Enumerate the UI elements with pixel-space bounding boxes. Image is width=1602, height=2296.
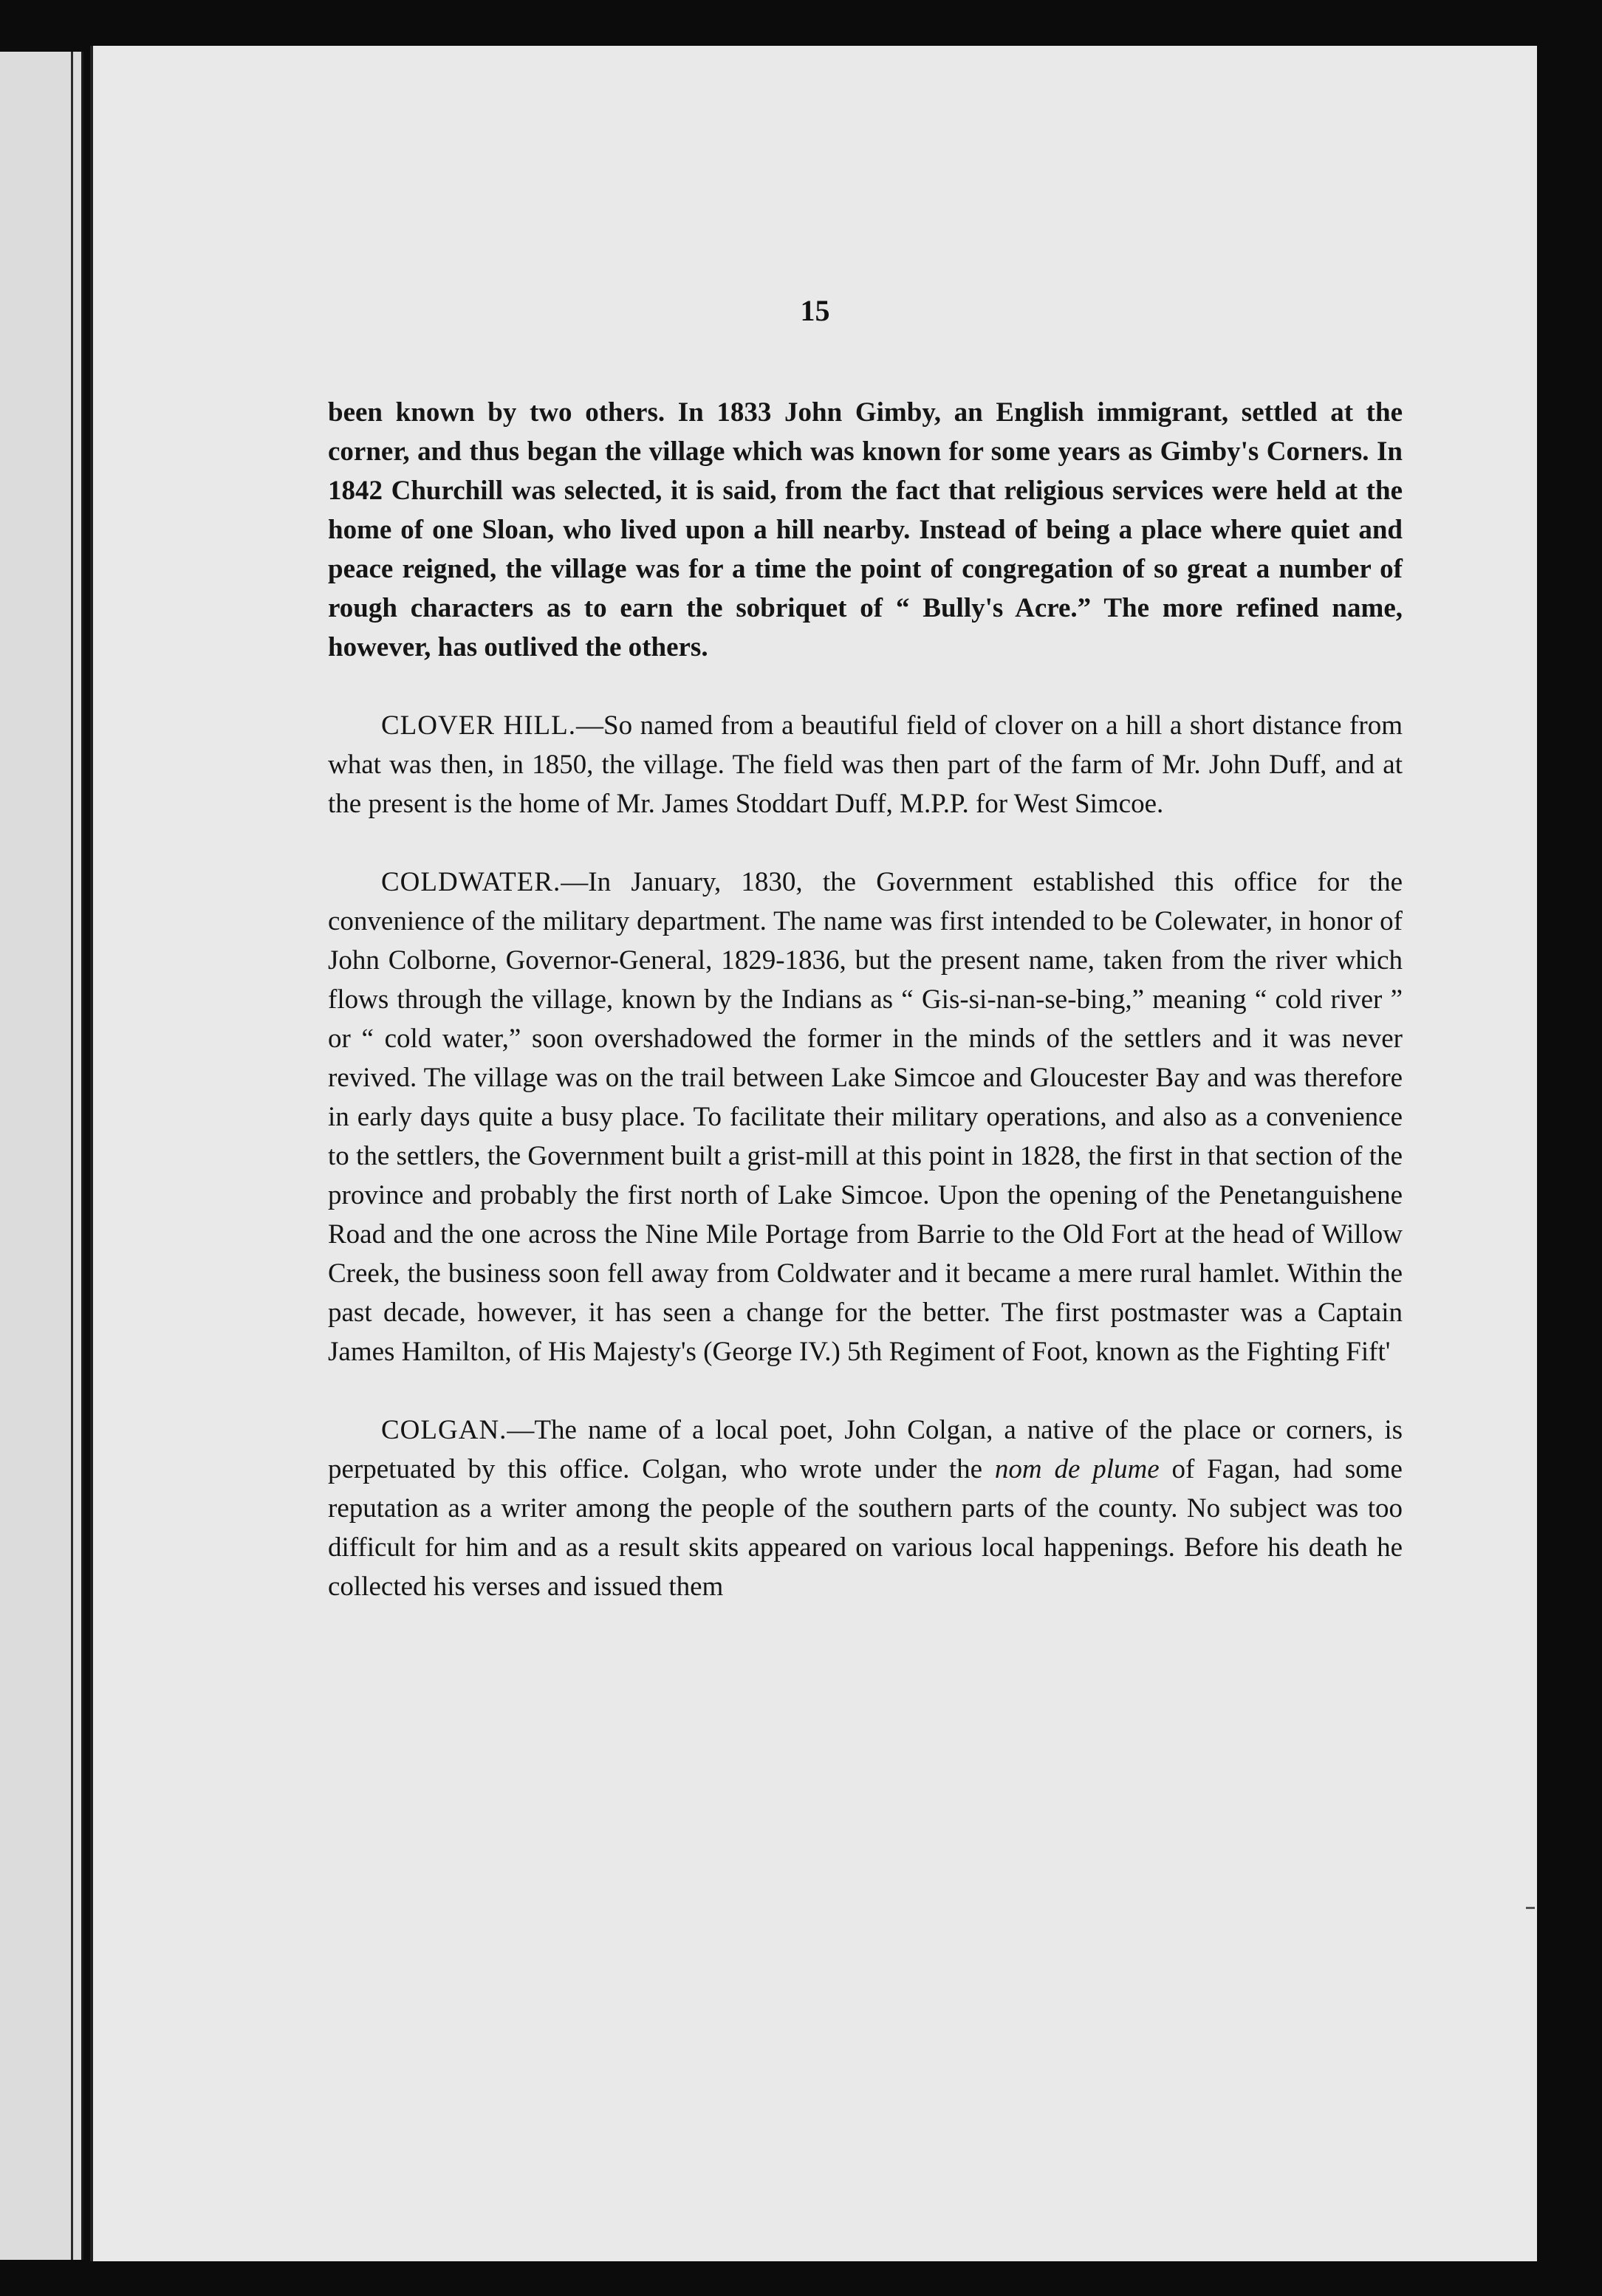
paragraph-text: —In January, 1830, the Government established this office for the convenience of the military department. The name was first intended to be Colewater, in honor of John Colborne, Governor-General, 1829-1836, but the present name, taken from the river which flows through the village, known by the Indians as “ Gis-si-nan-se-bing,” meaning “ cold river ” or “ cold water,” soon overshadowed the former in the minds of the settlers and it was never revived. The village was on the trail between Lake Simcoe and Gloucester Bay and was therefore in early days quite a busy place. To facilitate their military operations, and also as a convenience to the settlers, the Government built a grist-mill at this point in 1828, the first in that section of the province and probably the first north of Lake Simcoe. Upon the opening of the Penetanguishene Road and the one across the Nine Mile Portage from Barrie to the Old Fort at the head of Willow Creek, the business soon fell away from Coldwater and it became a mere rural hamlet. Within the past decade, however, it has seen a change for the better. The first postmaster was a Captain James Hamilton, of His Majesty's (George IV.) 5th Regiment of Foot, known as the Fighting Fift' <box>328 867 1403 1367</box>
entry-heading: COLGAN. <box>381 1415 507 1445</box>
paragraph-churchill-continued <box>328 393 1403 667</box>
page-binding-line <box>71 52 73 2260</box>
entry-heading: COLDWATER. <box>381 867 561 897</box>
paragraph-coldwater <box>328 863 1403 1371</box>
italic-phrase: nom de plume <box>994 1454 1160 1484</box>
paragraph-text: of Fagan, had some reputation as a writer among the people of the southern parts of the county. No subject was too difficult for him and as a result skits appeared on various local happenings. Before his death he collected his verses and issued them <box>328 1454 1403 1602</box>
entry-heading: CLOVER HILL. <box>381 710 576 741</box>
book-page <box>90 46 1537 2261</box>
paragraph-text: —The name of a local poet, John Colgan, a native of the place or corners, is perpetuated by this office. Colgan, who wrote under the <box>328 1415 1403 1484</box>
paragraph-colgan <box>328 1411 1403 1606</box>
paragraph-text: —So named from a beautiful field of clover on a hill a short distance from what was then, in 1850, the village. The field was then part of the farm of Mr. John Duff, and at the present is the home of Mr. James Stoddart Duff, M.P.P. for West Simcoe. <box>328 710 1403 819</box>
page-body <box>328 393 1403 1645</box>
paragraph-text: been known by two others. In 1833 John Gimby, an English immigrant, settled at the corner, and thus began the village which was known for some years as Gimby's Corners. In 1842 Churchill was selected, it is said, from the fact that religious services were held at the home of one Sloan, who lived upon a hill nearby. Instead of being a place where quiet and peace reigned, the village was for a time the point of congregation of so great a number of rough characters as to earn the sobriquet of “ Bully's Acre.” The more refined name, however, has outlived the others. <box>328 397 1403 662</box>
page-number: 15 <box>800 294 830 327</box>
paragraph-clover-hill <box>328 706 1403 823</box>
scan-mark <box>1526 1907 1535 1909</box>
previous-page-edge <box>0 52 83 2260</box>
